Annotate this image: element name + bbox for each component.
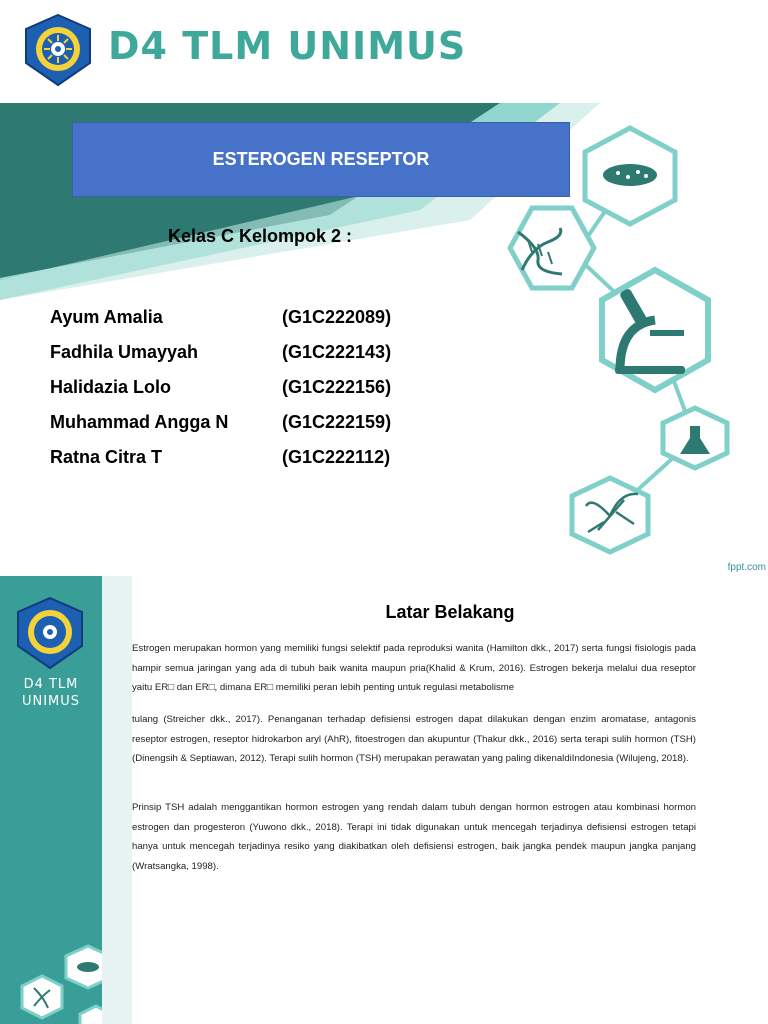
flask-icon bbox=[663, 408, 727, 468]
hexagon-icon-chain bbox=[470, 120, 750, 560]
member-list bbox=[50, 307, 391, 482]
member-row bbox=[50, 307, 391, 342]
sidebar-brand-line1: D4 TLM bbox=[23, 677, 79, 692]
group-subtitle: Kelas C Kelompok 2 : bbox=[168, 226, 353, 246]
bacteria-icon bbox=[585, 128, 675, 224]
member-name: Ratna Citra T bbox=[50, 447, 163, 467]
paragraph: tulang (Streicher dkk., 2017). Penanganan terhadap defisiensi estrogen dapat dilakukan dengan enzim aromatase, antagonis reseptor estrogen, reseptor hidrokarbon aryl (AhR), fitoestrogen dan akupuntur (Thakur dkk., 2016) serta terapi sulih hormon (TSH) (Dinengsih & Septiawan, 2012). Terapi sulih hormon (TSH) merupakan perawatan yang paling dikenaldiIndonesia (Wilujeng, 2018). bbox=[132, 714, 696, 764]
member-row bbox=[50, 412, 391, 447]
sidebar-divider bbox=[102, 576, 132, 1024]
university-logo bbox=[14, 596, 86, 670]
member-row bbox=[50, 447, 391, 482]
member-id: (G1C222156) bbox=[282, 377, 392, 397]
credit-text: fppt.com bbox=[727, 562, 766, 573]
presentation-title: ESTEROGEN RESEPTOR bbox=[212, 149, 430, 169]
brand-title: D4 TLM UNIMUS bbox=[108, 24, 467, 68]
mosquito-icon bbox=[572, 478, 648, 552]
member-id: (G1C222143) bbox=[282, 342, 392, 362]
member-name: Ayum Amalia bbox=[50, 307, 163, 327]
member-id: (G1C222159) bbox=[282, 412, 392, 432]
dna-icon bbox=[510, 208, 594, 288]
paragraph: Estrogen merupakan hormon yang memiliki fungsi selektif pada reproduksi wanita (Hamilton dkk., 2017) serta fungsi fisiologis pada hampir semua jaringan yang ada di tubuh baik wanita maupun pria(Khalid & Krum, 2016). Estrogen bekerja melalui dua reseptor yaitu ER□ dan ER□, dimana ER□ memiliki peran lebih penting untuk regulasi metabolisme bbox=[132, 643, 696, 693]
slide-background bbox=[0, 576, 768, 1024]
member-id: (G1C222089) bbox=[282, 307, 392, 327]
sidebar-brand bbox=[0, 676, 102, 710]
section-title: Latar Belakang bbox=[385, 602, 515, 622]
member-id: (G1C222112) bbox=[282, 447, 391, 467]
member-name: Fadhila Umayyah bbox=[50, 342, 199, 362]
member-name: Halidazia Lolo bbox=[50, 377, 172, 397]
paragraph: Prinsip TSH adalah menggantikan hormon estrogen yang rendah dalam tubuh dengan hormon estrogen atau kombinasi hormon estrogen dan progesteron (Yuwono dkk., 2018). Terapi ini tidak digunakan untuk mencegah terjadinya defisiensi estrogen tetapi hanya untuk mencegah terjadinya resiko yang diakibatkan oleh defisiensi estrogen, baik jangka pendek maupun jangka panjang (Wratsangka, 1998). bbox=[132, 802, 696, 872]
member-name: Muhammad Angga N bbox=[50, 412, 229, 432]
member-row bbox=[50, 342, 391, 377]
member-row bbox=[50, 377, 391, 412]
microscope-icon bbox=[602, 270, 708, 390]
sidebar-brand-line2: UNIMUS bbox=[21, 694, 81, 709]
sidebar bbox=[0, 576, 102, 1024]
